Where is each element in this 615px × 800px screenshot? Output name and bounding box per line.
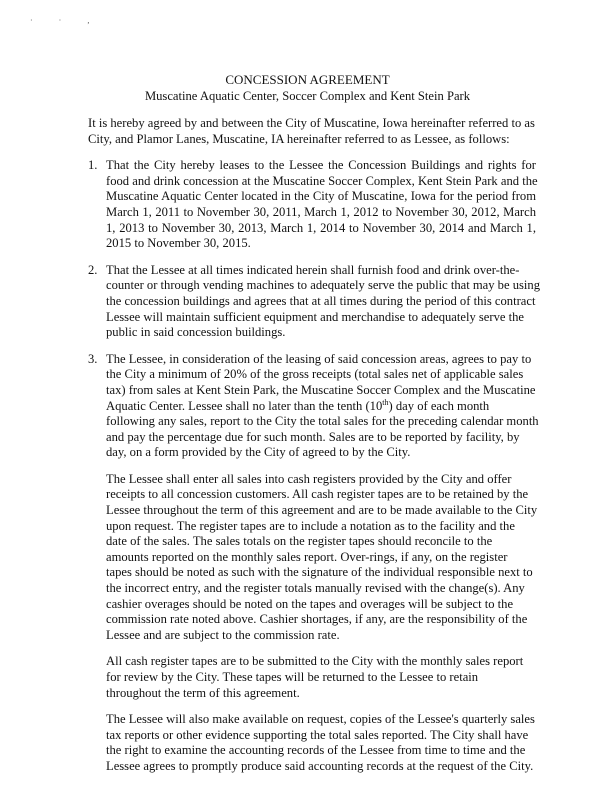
paragraph-text xyxy=(106,472,536,644)
item-text xyxy=(106,262,541,341)
text-line: tax) from sales at Kent Stein Park, the Muscatine Soccer Complex and the Muscatine xyxy=(106,382,536,397)
text-line: upon request. The register tapes are to include a notation as to the facility and the xyxy=(106,518,515,533)
text-line: That the Lessee at all times indicated herein shall furnish food and drink over-the- xyxy=(106,262,520,277)
item-text xyxy=(106,351,539,461)
text-line: public in said concession buildings. xyxy=(106,325,286,340)
scan-specks: · · , xyxy=(30,16,102,25)
item-number: 3. xyxy=(88,351,98,366)
text-line: the City a minimum of 20% of the gross receipts (total sales net of applicable sales xyxy=(106,367,524,382)
numbered-item-2 xyxy=(0,263,615,341)
paragraph-text xyxy=(106,712,536,774)
text-line: That the City hereby leases to the Lessee the Concession Buildings and rights for xyxy=(106,158,536,173)
numbered-item-1 xyxy=(0,158,615,252)
register-paragraph xyxy=(0,472,615,644)
text-line: for review by the City. These tapes will be returned to the Lessee to retain xyxy=(106,670,479,684)
text-line: amounts reported on the monthly sales report. Over-rings, if any, on the register xyxy=(106,549,508,564)
text-line: The Lessee shall enter all sales into cash registers provided by the City and offer xyxy=(106,471,512,486)
text-line: Lessee and are subject to the commission rate. xyxy=(106,627,340,642)
text-line: It is hereby agreed by and between the City of Muscatine, Iowa hereinafter referred to as xyxy=(88,116,535,130)
text-line: date of the sales. The sales totals on the register tapes should reconcile to the xyxy=(106,534,493,549)
text-line: 2015 to November 30, 2015. xyxy=(106,236,251,251)
text-line: day, on a form provided by the City of agreed to by the City. xyxy=(106,445,411,460)
text-line: Lessee will maintain sufficient equipment and merchandise to adequately serve the xyxy=(106,309,525,324)
text-line: the concession buildings and agrees that at all times during the period of this contract xyxy=(106,293,536,308)
text-line: City, and Plamor Lanes, Muscatine, IA hereinafter referred to as Lessee, as follows: xyxy=(88,131,510,146)
text-line: commission rate noted above. Cashier shortages, if any, are the responsibility of the xyxy=(106,612,528,627)
text-line: All cash register tapes are to be submitted to the City with the monthly sales report xyxy=(106,654,524,669)
text-line: and pay the percentage due for such month. Sales are to be reported by facility, by xyxy=(106,429,520,444)
text-line: The Lessee, in consideration of the leasing of said concession areas, agrees to pay to xyxy=(106,351,532,366)
text-line: Aquatic Center. Lessee shall no later than the tenth (10th) day of each month xyxy=(106,397,490,413)
text-line: receipts to all concession customers. All cash register tapes are to be retained by the xyxy=(106,487,529,502)
document-title: CONCESSION AGREEMENT xyxy=(225,72,390,87)
text-line: food and drink concession at the Muscatine Soccer Complex, Kent Stein Park and the xyxy=(106,173,538,188)
text-line: Lessee throughout the term of this agreement and are to be made available to the City xyxy=(106,503,538,518)
intro-paragraph xyxy=(88,116,534,147)
document-subtitle: Muscatine Aquatic Center, Soccer Complex and Kent Stein Park xyxy=(144,89,471,103)
text-line: Muscatine Aquatic Center located in the City of Muscatine, Iowa for the period from xyxy=(106,189,536,204)
text-line: March 1, 2011 to November 30, 2011, March 1, 2012 to November 30, 2012, March xyxy=(106,204,536,219)
text-line: the right to examine the accounting records of the Lessee from time to time and the xyxy=(106,743,526,758)
text-line: throughout the term of this agreement. xyxy=(106,685,300,700)
paragraph-text xyxy=(106,654,536,701)
text-line: cashier overages should be noted on the tapes and overages will be subject to the xyxy=(106,596,514,611)
text-line: the incorrect entry, and the register totals manually revised with the change(s). Any xyxy=(106,581,525,596)
records-paragraph xyxy=(0,712,615,774)
item-text xyxy=(106,158,536,252)
item-number: 1. xyxy=(88,158,98,173)
document-body xyxy=(0,116,615,786)
numbered-item-3 xyxy=(0,352,615,461)
text-line: The Lessee will also make available on request, copies of the Lessee's quarterly sales xyxy=(106,712,535,727)
text-line: following any sales, report to the City the total sales for the preceding calendar month xyxy=(106,414,539,429)
text-line: tapes should be noted as such with the signature of the individual responsible next to xyxy=(106,565,533,580)
text-line: counter or through vending machines to adequately serve the public that may be using xyxy=(106,278,541,293)
text-line: tax reports or other evidence supporting the total sales reported. The City shall have xyxy=(106,727,529,742)
tapes-paragraph xyxy=(0,654,615,701)
text-line: 1, 2013 to November 30, 2013, March 1, 2014 to November 30, 2014 and March 1, xyxy=(106,220,536,235)
text-line: Lessee agrees to promptly produce said accounting records at the request of the City. xyxy=(106,758,534,773)
item-number: 2. xyxy=(88,262,98,277)
